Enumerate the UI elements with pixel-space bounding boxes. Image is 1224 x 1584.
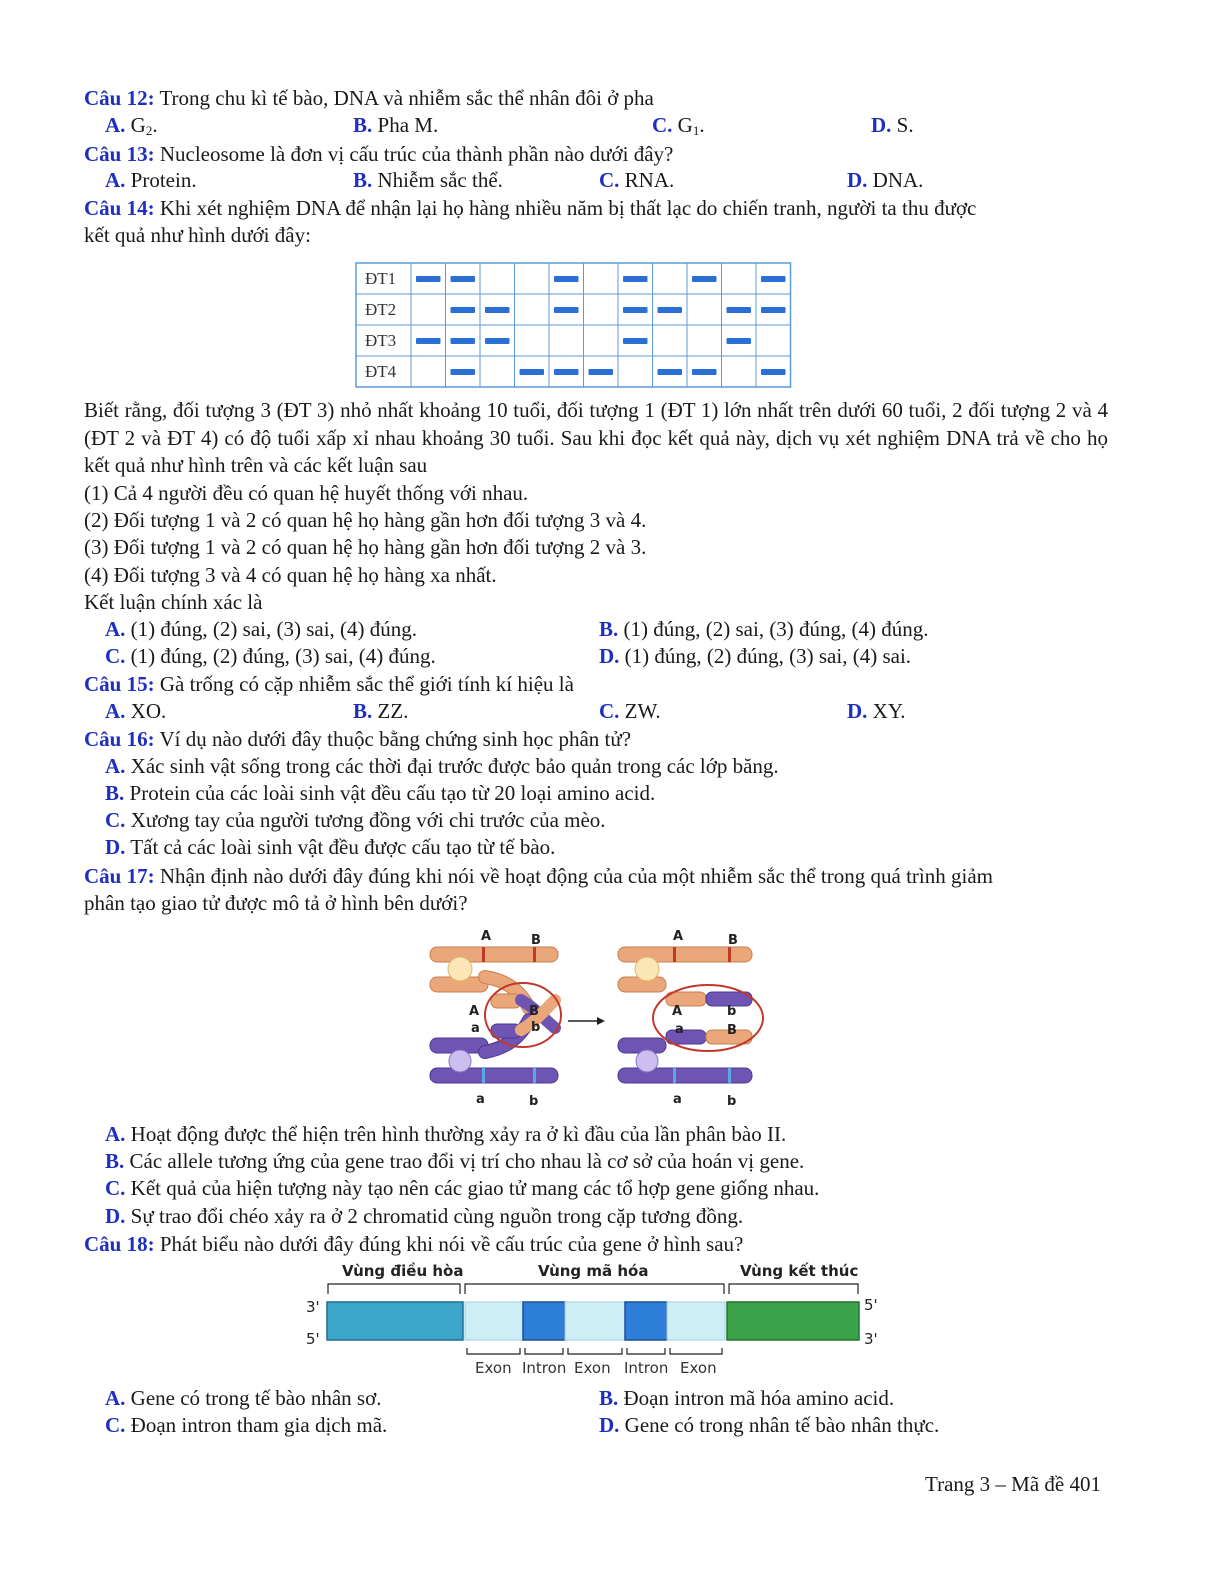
question-label: Câu 13: <box>84 142 155 166</box>
question-18 <box>84 1231 743 1258</box>
allele-label: B <box>531 933 541 948</box>
q12-option-c: C. $G_1$. <box>652 113 705 138</box>
statement-2: (2) Đối tượng 1 và 2 có quan hệ họ hàng gần hơn đối tượng 3 và 4. <box>84 508 647 532</box>
left-chromosome-pair <box>430 929 561 1109</box>
q16-option-c: C. Xương tay của người tương đồng với chi trước của mèo. <box>105 808 606 832</box>
gel-band <box>416 338 441 344</box>
question-label: Câu 18: <box>84 1232 155 1256</box>
q14-option-c: C. (1) đúng, (2) đúng, (3) sai, (4) đúng. <box>105 644 436 668</box>
q14-option-d: D. (1) đúng, (2) đúng, (3) sai, (4) sai. <box>599 644 912 668</box>
gel-band <box>692 369 717 375</box>
q12-option-b: B. Pha M. <box>353 113 439 137</box>
segment-label: Intron <box>624 1359 669 1377</box>
q14-option-b: B. (1) đúng, (2) sai, (3) đúng, (4) đúng. <box>599 617 929 641</box>
gel-band <box>554 369 579 375</box>
allele-label: B <box>727 1023 737 1038</box>
q18-option-a: A. Gene có trong tế bào nhân sơ. <box>105 1386 382 1410</box>
gel-band <box>485 307 510 313</box>
segment-label: Exon <box>475 1359 512 1377</box>
allele-label: B <box>728 933 738 948</box>
gel-band <box>761 307 786 313</box>
gel-band <box>589 369 614 375</box>
arrow-icon <box>568 1017 605 1025</box>
question-label: Câu 16: <box>84 727 155 751</box>
question-stem: Gà trống có cặp nhiễm sắc thể giới tính kí hiệu là <box>159 672 574 696</box>
strand-end-label: 5' <box>864 1296 878 1314</box>
question-label: Câu 12: <box>84 86 155 110</box>
question-stem: Nhận định nào dưới đây đúng khi nói về hoạt động của của một nhiễm sắc thể trong quá trình giảm <box>159 864 993 888</box>
gel-row-label: ĐT1 <box>365 269 397 288</box>
allele-label: b <box>531 1020 541 1035</box>
crossing-over-figure <box>425 928 770 1110</box>
strand-end-label: 5' <box>306 1330 320 1348</box>
q16-option-b: B. Protein của các loài sinh vật đều cấu tạo từ 20 loại amino acid. <box>105 781 656 805</box>
allele-label: b <box>529 1094 539 1109</box>
allele-label: A <box>673 929 684 944</box>
question-label: Câu 14: <box>84 196 155 220</box>
statement-4: (4) Đối tượng 3 và 4 có quan hệ họ hàng xa nhất. <box>84 563 497 587</box>
q15-option-c: C. ZW. <box>599 699 661 723</box>
allele-label: a <box>673 1092 682 1107</box>
gel-band <box>692 276 717 282</box>
allele-label: a <box>471 1021 480 1036</box>
gel-band <box>623 307 648 313</box>
exon-segment <box>565 1302 625 1340</box>
region-label-coding: Vùng mã hóa <box>538 1262 649 1280</box>
gel-band <box>485 338 510 344</box>
question-stem: Khi xét nghiệm DNA để nhận lại họ hàng nhiều năm bị thất lạc do chiến tranh, người ta thu được <box>159 196 977 220</box>
terminator-region <box>727 1302 859 1340</box>
question-17 <box>84 863 993 890</box>
right-chromosome-pair <box>618 929 763 1109</box>
q18-option-d: D. Gene có trong nhân tế bào nhân thực. <box>599 1413 940 1437</box>
gel-band <box>554 276 579 282</box>
gel-band <box>727 338 752 344</box>
intron-segment <box>523 1302 565 1340</box>
segment-label: Exon <box>574 1359 611 1377</box>
gel-band <box>416 276 441 282</box>
segment-brackets <box>467 1348 722 1354</box>
allele-label: A <box>469 1004 480 1019</box>
question-stem: Nucleosome là đơn vị cấu trúc của thành phần nào dưới đây? <box>159 142 674 166</box>
question-12 <box>84 85 654 112</box>
gel-band <box>451 276 476 282</box>
gel-band <box>451 369 476 375</box>
gel-band <box>520 369 545 375</box>
statement-1: (1) Cả 4 người đều có quan hệ huyết thống với nhau. <box>84 481 529 505</box>
region-label-terminator: Vùng kết thúc <box>740 1262 859 1280</box>
dna-gel-figure <box>355 262 825 388</box>
q12-option-d: D. S. <box>871 113 914 137</box>
question-stem: Phát biểu nào dưới đây đúng khi nói về cấu trúc của gene ở hình sau? <box>159 1232 744 1256</box>
allele-label: a <box>675 1022 684 1037</box>
q16-option-d: D. Tất cả các loài sinh vật đều được cấu tạo từ tế bào. <box>105 835 556 859</box>
allele-label: B <box>529 1004 539 1019</box>
segment-label: Intron <box>522 1359 567 1377</box>
q13-option-d: D. DNA. <box>847 168 924 192</box>
q18-option-c: C. Đoạn intron tham gia dịch mã. <box>105 1413 388 1437</box>
q15-option-a: A. XO. <box>105 699 167 723</box>
gel-row-label: ĐT2 <box>365 300 397 319</box>
question-16 <box>84 726 631 753</box>
gel-row-label: ĐT4 <box>365 362 397 381</box>
q17-option-a: A. Hoạt động được thể hiện trên hình thường xảy ra ở kì đầu của lần phân bào II. <box>105 1122 787 1146</box>
question-14-paragraph: Biết rằng, đối tượng 3 (ĐT 3) nhỏ nhất khoảng 10 tuổi, đối tượng 1 (ĐT 1) lớn nhất trên dưới 60 tuổi, 2 đối tượng 2 và 4 (ĐT 2 và ĐT 4) có độ tuổi xấp xỉ nhau khoảng 30 tuổi. Sau khi đọc kết quả này, dịch vụ xét nghiệm DNA trả về cho họ kết quả như hình trên và các kết luận sau <box>84 398 1108 477</box>
region-brackets <box>328 1284 858 1294</box>
q15-option-b: B. ZZ. <box>353 699 409 723</box>
exon-segment <box>465 1302 523 1340</box>
conclusion-prompt: Kết luận chính xác là <box>84 590 263 614</box>
regulatory-region <box>327 1302 463 1340</box>
q17-option-b: B. Các allele tương ứng của gene trao đổi vị trí cho nhau là cơ sở của hoán vị gene. <box>105 1149 805 1173</box>
q17-option-d: D. Sự trao đổi chéo xảy ra ở 2 chromatid cùng nguồn trong cặp tương đồng. <box>105 1204 744 1228</box>
page-footer: Trang 3 – Mã đề 401 <box>925 1472 1101 1496</box>
gel-band <box>658 307 683 313</box>
gel-band <box>761 276 786 282</box>
question-15 <box>84 671 574 698</box>
question-stem: Ví dụ nào dưới đây thuộc bằng chứng sinh học phân tử? <box>159 727 632 751</box>
allele-label: A <box>481 929 492 944</box>
question-14 <box>84 195 976 222</box>
allele-label: b <box>727 1094 737 1109</box>
gel-band <box>451 307 476 313</box>
gel-band <box>451 338 476 344</box>
gel-band <box>761 369 786 375</box>
allele-label: a <box>476 1092 485 1107</box>
q14-option-a: A. (1) đúng, (2) sai, (3) sai, (4) đúng. <box>105 617 418 641</box>
q13-option-b: B. Nhiễm sắc thể. <box>353 168 503 192</box>
gel-band <box>658 369 683 375</box>
gel-band <box>623 338 648 344</box>
q16-option-a: A. Xác sinh vật sống trong các thời đại trước được bảo quản trong các lớp băng. <box>105 754 779 778</box>
q15-option-d: D. XY. <box>847 699 906 723</box>
q12-option-a: A. $G_2$. <box>105 113 158 138</box>
q17-option-c: C. Kết quả của hiện tượng này tạo nên các giao tử mang các tổ hợp gene giống nhau. <box>105 1176 820 1200</box>
strand-end-label: 3' <box>864 1330 878 1348</box>
question-stem: Trong chu kì tế bào, DNA và nhiễm sắc thể nhân đôi ở pha <box>159 86 654 110</box>
segment-label: Exon <box>680 1359 717 1377</box>
strand-end-label: 3' <box>306 1298 320 1316</box>
question-13 <box>84 141 673 168</box>
gel-band <box>554 307 579 313</box>
allele-label: b <box>727 1004 737 1019</box>
gel-row-label: ĐT3 <box>365 331 397 350</box>
intron-segment <box>625 1302 667 1340</box>
statement-3: (3) Đối tượng 1 và 2 có quan hệ họ hàng gần hơn đối tượng 2 và 3. <box>84 535 647 559</box>
gene-structure-figure <box>300 1258 890 1382</box>
q18-option-b: B. Đoạn intron mã hóa amino acid. <box>599 1386 895 1410</box>
allele-label: A <box>672 1004 683 1019</box>
exon-segment <box>667 1302 725 1340</box>
q13-option-c: C. RNA. <box>599 168 675 192</box>
q13-option-a: A. Protein. <box>105 168 197 192</box>
region-label-regulatory: Vùng điều hòa <box>342 1262 464 1280</box>
question-17-stem-2: phân tạo giao tử được mô tả ở hình bên dưới? <box>84 891 468 915</box>
gel-band <box>623 276 648 282</box>
question-14-stem-2: kết quả như hình dưới đây: <box>84 223 311 247</box>
question-label: Câu 17: <box>84 864 155 888</box>
gel-band <box>727 307 752 313</box>
question-label: Câu 15: <box>84 672 155 696</box>
